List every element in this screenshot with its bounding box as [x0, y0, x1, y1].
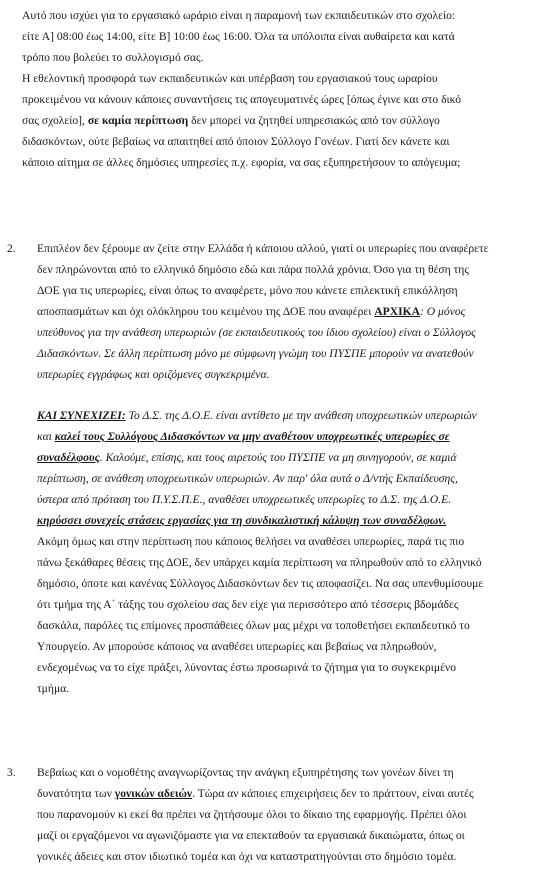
emphasis-text: συναδέλφους	[37, 451, 100, 464]
text-line: Υπουργείο. Αν μπορούσε κάποιος να αναθέσει υπερωρίες και βεβαίως να πληρωθούν,	[37, 640, 437, 653]
emphasis-text: γονικών αδειών	[114, 787, 193, 800]
text-line: Βεβαίως και ο νομοθέτης αναγνωρίζοντας την ανάγκη εξυπηρέτησης των γονέων δίνει τη	[37, 766, 454, 779]
text-line: τρόπο που βολεύει το συλλογισμό σας.	[22, 51, 204, 64]
text-line: είτε Α] 08:00 έως 14:00, είτε Β] 10:00 έως 16:00. Όλα τα υπόλοιπα είναι αυθαίρετα και κατά	[22, 30, 455, 43]
paragraph-parental-leave	[37, 762, 542, 867]
text-line: διδασκόντων, ούτε βεβαίως να απαιτηθεί από όποιον Σύλλογο Γονέων. Γιατί δεν κάνετε και	[22, 135, 450, 148]
text-line: υπεύθυνος για την ανάθεση υπερωριών (σε εκπαιδευτικούς του ίδιου σχολείου) είναι ο Σύλλογος	[37, 326, 476, 339]
text-line: που παρανομούν κι εκεί θα πρέπει να ζητήσουμε όλοι το δίκαιο της εφαρμογής. Πρέπει όλοι	[37, 808, 467, 821]
text-line: ΔΟΕ για τις υπερωρίες, είναι όπως το αναφέρετε, μόνο που κάνετε επιλεκτική επικόλληση	[37, 284, 458, 297]
text-segment: αποσπασμάτων και όχι ολόκληρου του κειμένου της ΔΟΕ που αναφέρει	[37, 305, 375, 318]
emphasis-text: ΑΡΧΙΚΑ	[374, 305, 421, 318]
text-line: δεν πληρώνονται από το ελληνικό δημόσιο εδώ και πάρα πολλά χρόνια. Όσο για τη θέση της	[37, 263, 469, 276]
text-segment: και	[37, 430, 55, 443]
text-line: μαζί οι εργαζόμενοι να αγωνιζόμαστε για να επεκταθούν τα εργασιακά δικαιώματα, όπως οι	[37, 829, 465, 842]
text-line	[37, 447, 542, 468]
text-segment: δυνατότητα των	[37, 787, 115, 800]
text-segment: δεν μπορεί να ζητηθεί υπηρεσιακώς από τον σύλλογο	[188, 114, 440, 127]
emphasis-text: σε καμία περίπτωση	[87, 114, 189, 127]
text-segment: . Τώρα αν κάποιες επιχειρήσεις δεν το πράττουν, είναι αυτές	[192, 787, 474, 800]
text-line: τμήμα.	[37, 682, 70, 695]
text-line: υπερωρίες εγγράφως και οριζόμενες συγκεκριμένα.	[37, 368, 270, 381]
text-line: ενδεχομένως να το είχε πράξει, λύνοντας έστω προσωρινά το ζήτημα για το συγκεκριμένο	[37, 661, 457, 674]
text-line: προκειμένου να κάνουν κάποιες συναντήσεις τις απογευματινές ώρες [όπως έγινε και στο δικό	[22, 93, 462, 106]
emphasis-text: καλεί τους Συλλόγους Διδασκόντων να μην αναθέτουν υποχρεωτικές υπερωρίες σε	[54, 430, 450, 443]
emphasis-line: κηρύσσει συνεχείς στάσεις εργασίας για τη συνδικαλιστική κάλυψη των συναδέλφων.	[37, 514, 447, 527]
text-segment: Το Δ.Σ. της Δ.Ο.Ε. είναι αντίθετο με την ανάθεση υποχρεωτικών υπερωριών	[125, 409, 477, 422]
paragraph-working-hours	[22, 5, 542, 173]
paragraph-doe-quote	[37, 405, 542, 699]
list-number: 2.	[7, 242, 16, 255]
text-line: γονικές άδειες και στον ιδιωτικό τομέα και όχι να καταστρατηγούνται στο δημόσιο τομέα.	[37, 850, 457, 863]
text-line	[37, 426, 542, 447]
list-number: 3.	[7, 766, 16, 779]
text-line: πάνω ξεκάθαρες θέσεις της ΔΟΕ, δεν υπάρχει καμία περίπτωση να πληρωθούν από το ελληνικό	[37, 556, 482, 569]
text-line: Ακόμη όμως και στην περίπτωση που κάποιος θελήσει να αναθέσει υπερωρίες, παρά τις πιο	[37, 535, 465, 548]
text-segment: σας σχολείο],	[22, 114, 88, 127]
text-line: Επιπλέον δεν ξέρουμε αν ζείτε στην Ελλάδα ή κάποιου αλλού, γιατί οι υπερωρίες που αναφέρετε	[37, 242, 489, 255]
text-line	[37, 405, 542, 426]
paragraph-overtime	[37, 238, 542, 385]
text-line: περίπτωση, σε ανάθεση υποχρεωτικών υπερωριών. Αν παρ' όλα αυτά ο Δ/ντής Εκπαίδευσης,	[37, 472, 458, 485]
text-line: δημόσιο, όποτε και κανένας Σύλλογος Διδασκόντων δεν τις αποφασίζει. Να σας υπενθυμίσουμε	[37, 577, 484, 590]
text-line: κάποιο αίτημα σε άλλες δημόσιες υπηρεσίες π.χ. εφορία, να σας εξυπηρετήσουν το απόγευμα;	[22, 156, 461, 169]
text-line: Αυτό που ισχύει για το εργασιακό ωράριο είναι η παραμονή των εκπαιδευτικών στο σχολείο:	[22, 9, 456, 22]
text-line	[22, 110, 542, 131]
text-line	[37, 301, 542, 322]
section-heading: ΚΑΙ ΣΥΝΕΧΙΖΕΙ:	[37, 409, 126, 422]
text-line	[37, 783, 542, 804]
text-segment: : Ο μόνος	[420, 305, 466, 318]
text-line: Διδασκόντων. Σε άλλη περίπτωση μόνο με σύμφωνη γνώμη του ΠΥΣΠΕ μπορούν να ανατεθούν	[37, 347, 474, 360]
text-line: Η εθελοντική προσφορά των εκπαιδευτικών και υπέρβαση του εργασιακού τους ωραρίου	[22, 72, 438, 85]
text-line: ύστερα από πρόταση του Π.Υ.Σ.Π.Ε., αναθέσει υποχρεωτικές υπερωρίες το Δ.Σ. της Δ.Ο.Ε.	[37, 493, 452, 506]
text-segment: . Καλούμε, επίσης, και τους αιρετούς του ΠΥΣΠΕ να μη συνηγορούν, σε καμιά	[99, 451, 457, 464]
text-line: δασκάλα, παρόλες τις επίμονες προσπάθειες όλων μας μέχρι να τοποθετήσει εκπαιδευτικό το	[37, 619, 470, 632]
text-line: ότι τμήμα της Α΄ τάξης του σχολείου σας δεν είχε για περισσότερο από τέσσερις βδομάδες	[37, 598, 459, 611]
